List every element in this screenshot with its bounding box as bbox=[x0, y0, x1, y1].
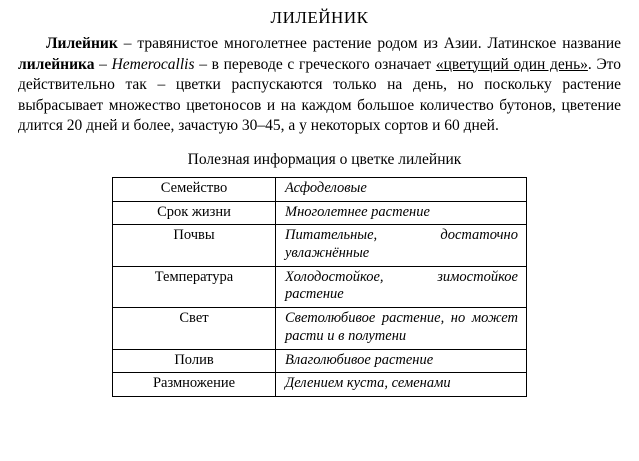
row-value: Питательные, достаточно увлажнённые bbox=[276, 225, 527, 266]
paragraph-run-3: – bbox=[94, 55, 112, 73]
row-value: Влаголюбивое растение bbox=[276, 349, 527, 373]
row-label: Семейство bbox=[113, 178, 276, 202]
paragraph-run-5: – в переводе с греческого означает bbox=[194, 55, 436, 73]
paragraph-run-1: – травянистое многолетнее растение родом из Азии. Латинское название bbox=[117, 35, 621, 52]
table-caption: Полезная информация о цветке лилейник bbox=[187, 151, 462, 169]
row-label: Размножение bbox=[113, 373, 276, 397]
row-label: Свет bbox=[113, 308, 276, 349]
row-value: Многолетнее растение bbox=[276, 201, 527, 225]
paragraph-run-7: . Это действительно так – цветки распускаются только на день, но поскольку растение выбрасывает множество цветоносов и на каждом большое количество бутонов, цветение длится 20 дней и более, зачастую 30–45, а у некоторых сортов и 60 дней. bbox=[18, 55, 622, 135]
row-value: Делением куста, семенами bbox=[276, 373, 527, 397]
table-row bbox=[113, 201, 527, 225]
paragraph-run-2: лилейника bbox=[18, 55, 95, 73]
page-title: ЛИЛЕЙНИК bbox=[270, 8, 369, 27]
row-label: Срок жизни bbox=[113, 201, 276, 225]
intro-paragraph bbox=[18, 34, 621, 137]
row-value: Светолюбивое растение, но может расти и в полутени bbox=[276, 308, 527, 349]
plant-info-table bbox=[112, 177, 527, 397]
paragraph-run-0: Лилейник bbox=[46, 35, 118, 52]
row-label: Почвы bbox=[113, 225, 276, 266]
table-row bbox=[113, 308, 527, 349]
paragraph-run-6-underlined-phrase: «цветущий один день» bbox=[435, 55, 588, 73]
row-value: Асфоделовые bbox=[276, 178, 527, 202]
table-row bbox=[113, 373, 527, 397]
table-row bbox=[113, 266, 527, 307]
table-row bbox=[113, 349, 527, 373]
row-value: Холодостойкое, зимостойкое растение bbox=[276, 266, 527, 307]
paragraph-run-4-latin-name: Hemerocallis bbox=[111, 55, 195, 73]
row-label: Полив bbox=[113, 349, 276, 373]
row-label: Температура bbox=[113, 266, 276, 307]
table-row bbox=[113, 178, 527, 202]
table-row bbox=[113, 225, 527, 266]
